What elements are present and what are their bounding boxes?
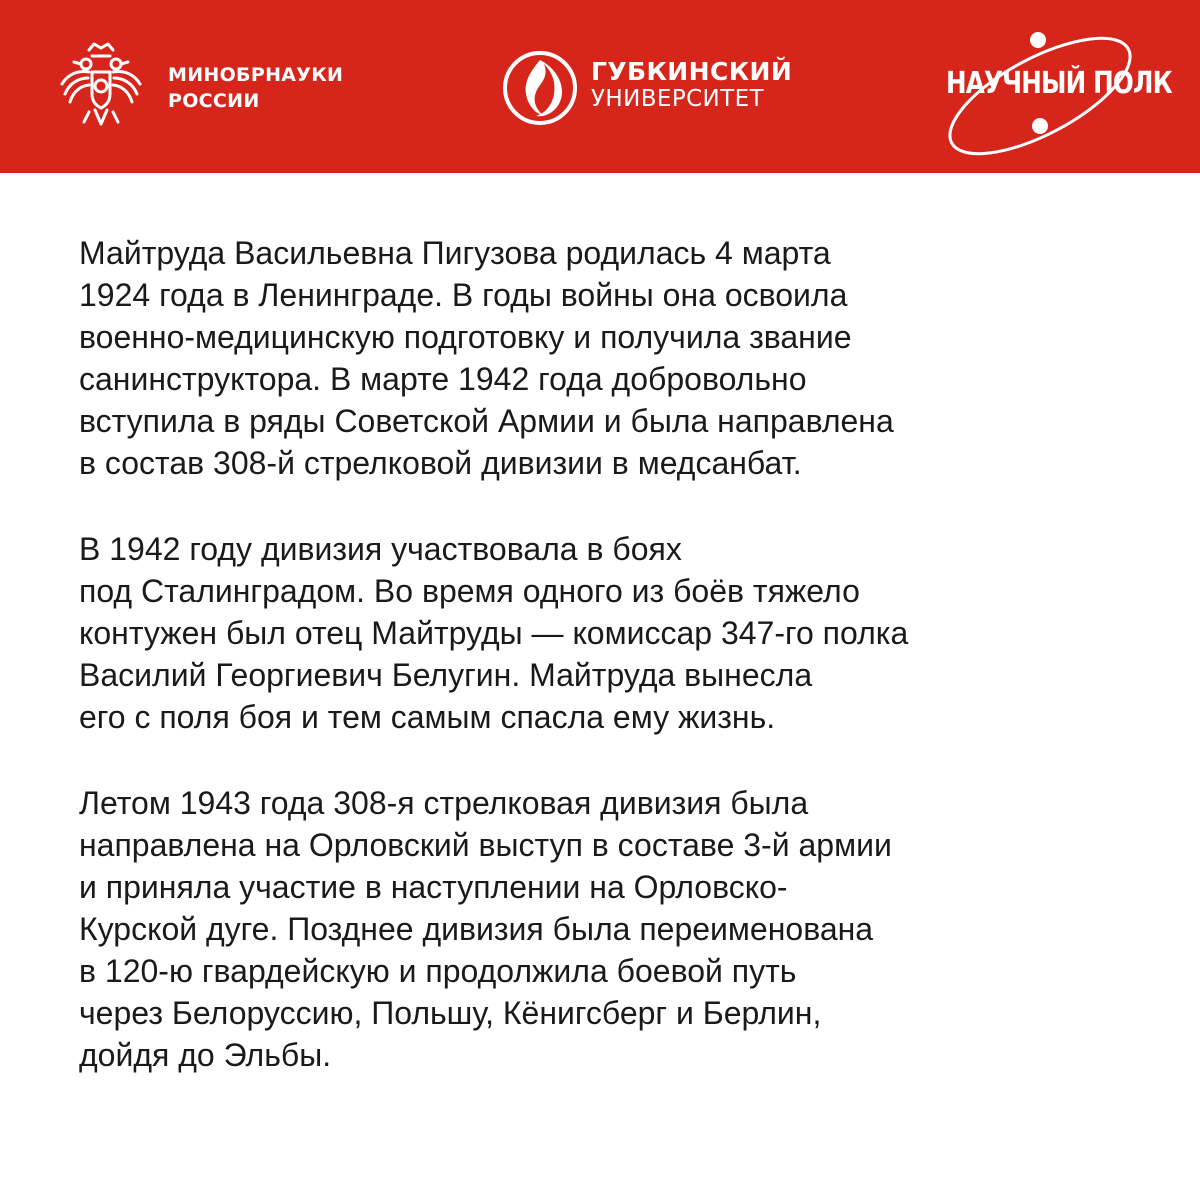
ministry-line-1: МИНОБРНАУКИ [168,64,344,86]
paragraph-1: Майтруда Васильевна Пигузова родилась 4 марта 1924 года в Ленинграде. В годы войны она освоила военно-медицинскую подготовку и получила звание санинструктора. В марте 1942 года добровольно вступила в ряды Советской Армии и была направлена в состав 308-й стрелковой дивизии в медсанбат. [79,235,894,481]
ministry-logo [56,40,376,130]
project-title: НАУЧНЫЙ ПОЛК [946,66,1172,101]
university-name-line-2: УНИВЕРСИТЕТ [591,86,764,112]
flame-circle-icon [500,48,580,128]
project-logo [930,28,1172,158]
ministry-line-2: РОССИИ [168,90,260,112]
university-logo [500,48,800,128]
ministry-logo-text [168,62,343,114]
article-body [79,232,1139,1120]
double-headed-eagle-icon [56,40,146,130]
header-banner [0,0,1200,173]
paragraph-3: Летом 1943 года 308-я стрелковая дивизия была направлена на Орловский выступ в составе 3-й армии и приняла участие в наступлении на Орловско- Курской дуге. Позднее дивизия была переименована в 120-ю гвардейскую и продолжила боевой путь через Белоруссию, Польшу, Кёнигсберг и Берлин, дойдя до Эльбы. [79,785,892,1073]
university-name-line-1: ГУБКИНСКИЙ [591,57,793,86]
paragraph-2: В 1942 году дивизия участвовала в боях под Сталинградом. Во время одного из боёв тяжело контужен был отец Майтруды — комиссар 347-го полка Василий Георгиевич Белугин. Майтруда вынесла его с поля боя и тем самым спасла ему жизнь. [79,531,909,735]
